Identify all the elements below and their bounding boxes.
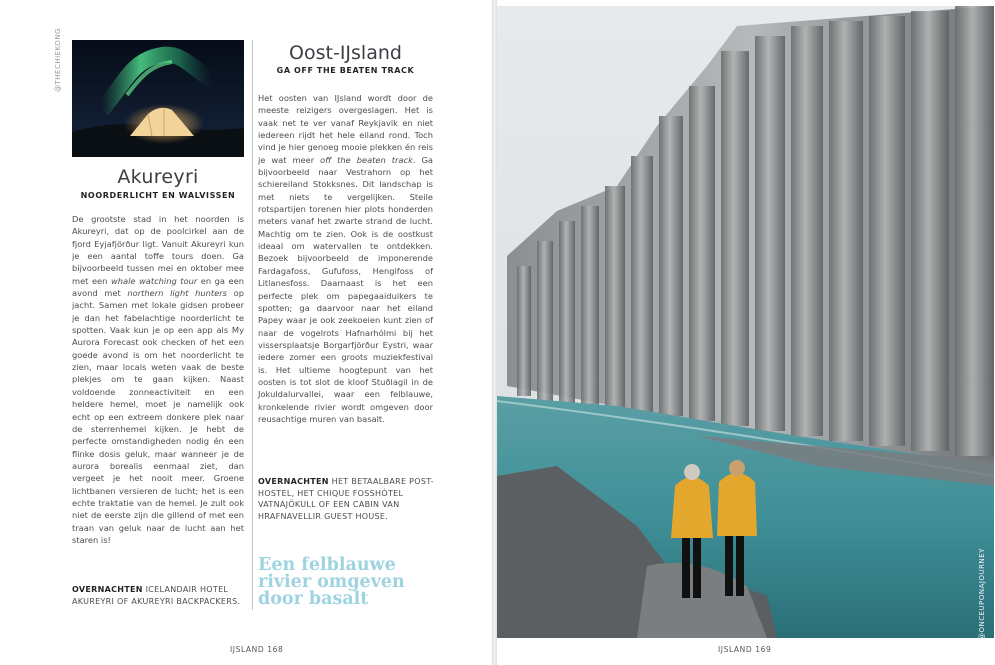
accommodation-text: HET BETAALBARE POST-HOSTEL, HET CHIQUE FOSSHÓTEL VATNAJÖKULL OF EEN CABIN VAN HRAFNAVELLIR GUEST HOUSE.: [258, 477, 434, 521]
body-text-run: off the beaten track: [320, 154, 413, 165]
page-number-right: IJSLAND 169: [718, 645, 772, 654]
body-text-run: op jacht. Samen met lokale gidsen probeer je dan het fabelachtige noorderlicht te spotten. Vaak kun je op een app als My Aurora Forecast ook checken of het een goede avond is om het noorderlicht te zien, maar locals weten vaak de beste plekjes om te gaan kijken. Naast voldoende zonneactiviteit en een heldere hemel, moet je namelijk ook echt op een extreem donkere plek naar de sterrenhemel kijken. Je hebt de perfecte omstandigheden nodig én een flinke dosis geluk, maar wanneer je de aurora borealis eenmaal ziet, dan vergeet je het nooit meer. Groene lichtbanen versieren de lucht; het is een echte traktatie van de hemel. Je zult ook niet de eerste zijn die gillend of met een traan van geluk naar de lucht aan het staren is!: [72, 288, 245, 545]
body-text-run: . Ga bijvoorbeeld naar Vestrahorn op het schiereiland Stokksnes. Dit landschap is met niets te vergelijken. Steile rotspartijen torenen hier plots honderden meters vanaf het zwarte strand de lucht. Machtig om te zien. Ook is de oostkust ideaal om watervallen te ontdekken. Bezoek bijvoorbeeld de imponerende Fardagafoss, Gufufoss, Hengifoss of Litlanesfoss. Daarnaast is het een perfecte plek om papegaaiduikers te spotten; ga daarvoor naar het eiland Papey waar je ook zeekoeien kunt zien of naar de vogelrots Hafnarhólmi bij het vissersplaatsje Borgarfjörður Eystri, waar iedere zomer een groots muziekfestival is. Het ultieme hoogtepunt van het oosten is tot slot de kloof Stuðlagil in de Jokuldalurvallei, waar een felblauwe, kronkelende rivier wordt omgeven door reusachtige muren van basalt.: [258, 154, 433, 424]
body-text-run: northern light hunters: [127, 288, 227, 299]
section-subtitle-akureyri: NOORDERLICHT EN WALVISSEN: [80, 191, 236, 200]
section-subtitle-east: GA OFF THE BEATEN TRACK: [276, 66, 415, 75]
section-title-east: Oost-IJsland: [289, 42, 402, 64]
column-divider: [252, 40, 253, 610]
body-text-run: whale watching tour: [110, 275, 198, 286]
body-text-run: Het oosten van IJsland wordt door de meeste reizigers overgeslagen. Het is vaak net te ver vanaf Reykjavik en niet iedereen rijdt het hele eiland rond. Toch vind je hier genoeg mooie plekken én reis je wat meer: [258, 93, 433, 165]
accommodation-text: ICELANDAIR HOTEL AKUREYRI OF AKUREYRI BACKPACKERS.: [72, 585, 241, 606]
body-text-run: De grootste stad in het noorden is Akureyri, dat op de poolcirkel aan de fjord Eyjafjörður ligt. Vanuit Akureyri kun je een aantal toffe tours doen. Ga bijvoorbeeld tussen mei en oktober mee met een: [72, 214, 244, 286]
body-text-run: en ga een avond met: [72, 275, 244, 299]
photo-credit-right: @ONCEUPONAJOURNEY: [978, 548, 986, 640]
accommodation-label: OVERNACHTEN: [258, 477, 329, 486]
accommodation-note-akureyri: [72, 584, 252, 607]
pull-quote: Een felblauwe rivier omgeven door basalt: [258, 555, 405, 609]
photo-credit-left: @THECHIEKONG: [54, 28, 62, 92]
accommodation-label: OVERNACHTEN: [72, 585, 143, 594]
article-body-akureyri: [72, 213, 244, 546]
accommodation-note-east: [258, 476, 438, 522]
basalt-canyon-photo: [497, 6, 994, 638]
section-title-akureyri: Akureyri: [117, 166, 199, 188]
article-body-east: [258, 92, 433, 425]
page-number-left: IJSLAND 168: [230, 645, 284, 654]
northern-lights-photo: [72, 40, 244, 157]
